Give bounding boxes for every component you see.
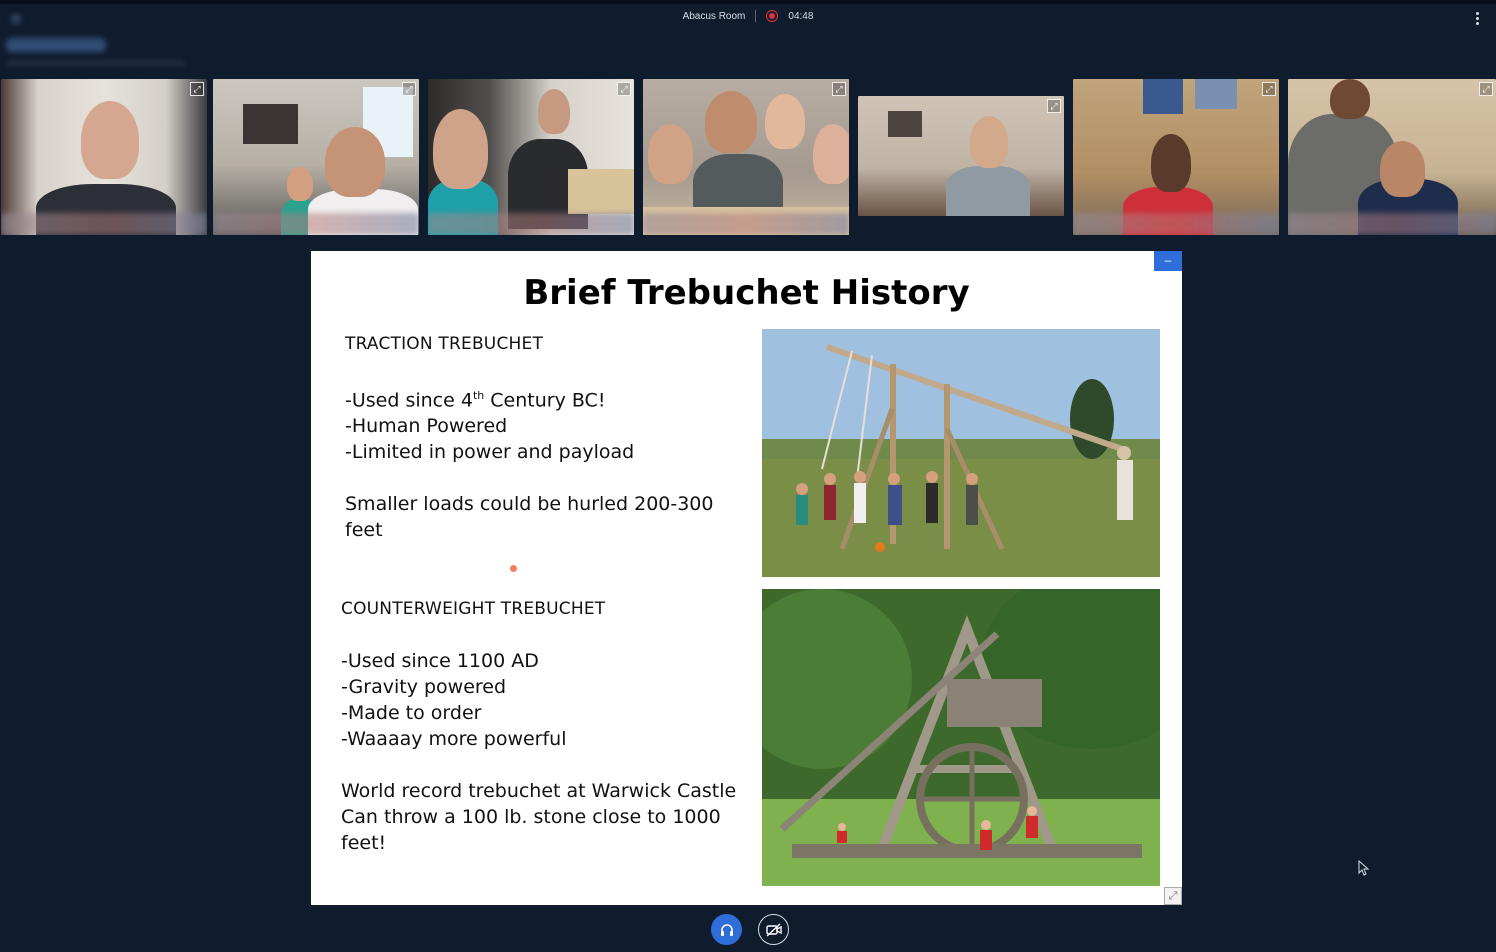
expand-icon[interactable]: ⤢ xyxy=(1479,82,1493,96)
desk xyxy=(568,169,634,214)
top-edge xyxy=(0,0,1496,4)
participant-tile[interactable] xyxy=(428,79,634,235)
participant-tile[interactable] xyxy=(1,79,207,235)
blurred-user-name xyxy=(6,38,106,52)
traction-line-1: -Used since 4th Century BC! xyxy=(345,389,606,412)
counterweight-note-1: World record trebuchet at Warwick Castle xyxy=(341,780,737,802)
participant-name-bar xyxy=(1073,213,1279,235)
recording-icon xyxy=(766,10,778,22)
wall-poster xyxy=(1143,79,1183,114)
laser-pointer xyxy=(510,565,517,572)
participant-name-bar xyxy=(213,213,419,235)
participant-name-bar xyxy=(643,213,849,235)
room-name: Abacus Room xyxy=(682,10,746,22)
more-options-icon[interactable] xyxy=(1472,12,1482,28)
call-controls xyxy=(711,914,791,946)
counterweight-note-2: Can throw a 100 lb. stone close to 1000 feet! xyxy=(341,806,721,854)
slide-title: Brief Trebuchet History xyxy=(523,273,970,313)
counterweight-line-2: -Gravity powered xyxy=(341,676,507,698)
blurred-user-subtitle xyxy=(6,60,186,66)
expand-icon[interactable]: ⤢ xyxy=(402,82,416,96)
participant-tile[interactable] xyxy=(1073,79,1279,235)
person-head xyxy=(325,127,385,197)
child-head xyxy=(287,167,313,201)
person-head xyxy=(705,91,757,153)
person-head xyxy=(433,109,488,189)
child-head-2 xyxy=(765,94,805,149)
participant-strip xyxy=(0,79,1496,237)
person-head xyxy=(1330,79,1370,119)
counterweight-trebuchet-photo xyxy=(762,589,1160,886)
mouse-cursor-icon xyxy=(1358,860,1370,876)
participant-tile[interactable] xyxy=(858,96,1064,216)
participant-name-bar xyxy=(428,213,634,235)
header-divider xyxy=(755,10,756,22)
shared-slide xyxy=(311,251,1182,905)
expand-icon[interactable]: ⤢ xyxy=(1047,99,1061,113)
participant-tile[interactable] xyxy=(1288,79,1496,235)
traction-heading: TRACTION TREBUCHET xyxy=(345,334,544,354)
wall-poster-2 xyxy=(1195,79,1237,109)
room-header xyxy=(0,10,1496,28)
wall-frame xyxy=(888,111,922,137)
headphones-icon[interactable] xyxy=(711,914,742,945)
video-off-icon[interactable] xyxy=(758,914,789,945)
participant-name-bar xyxy=(1288,213,1496,235)
meeting-timer: 04:48 xyxy=(788,10,814,22)
minimize-button[interactable]: – xyxy=(1154,251,1182,271)
wall-picture xyxy=(243,104,298,144)
traction-line-2: -Human Powered xyxy=(345,415,508,438)
counterweight-line-4: -Waaaay more powerful xyxy=(341,728,567,750)
child-head xyxy=(648,124,693,184)
counterweight-line-3: -Made to order xyxy=(341,702,482,724)
expand-icon[interactable]: ⤢ xyxy=(617,82,631,96)
person-head xyxy=(1151,134,1191,192)
traction-trebuchet-photo xyxy=(762,329,1160,577)
expand-icon[interactable]: ⤢ xyxy=(1262,82,1276,96)
child-head xyxy=(1380,141,1425,197)
participant-tile[interactable] xyxy=(213,79,419,235)
person-head xyxy=(81,101,139,179)
expand-icon[interactable]: ⤢ xyxy=(190,82,204,96)
traction-line-3: -Limited in power and payload xyxy=(345,441,635,464)
traction-section xyxy=(345,331,745,543)
expand-icon[interactable]: ⤢ xyxy=(832,82,846,96)
fullscreen-icon[interactable]: ⤢ xyxy=(1164,887,1182,905)
person-head xyxy=(970,116,1008,168)
child-head-3 xyxy=(813,124,849,184)
traction-note: Smaller loads could be hurled 200-300 feet xyxy=(345,493,714,542)
participant-name-bar xyxy=(1,213,207,235)
counterweight-line-1: -Used since 1100 AD xyxy=(341,650,539,672)
counterweight-section xyxy=(341,596,751,856)
participant-tile[interactable] xyxy=(643,79,849,235)
counterweight-heading: COUNTERWEIGHT TREBUCHET xyxy=(341,599,606,619)
person-body xyxy=(946,166,1030,216)
person-head-2 xyxy=(538,89,570,134)
